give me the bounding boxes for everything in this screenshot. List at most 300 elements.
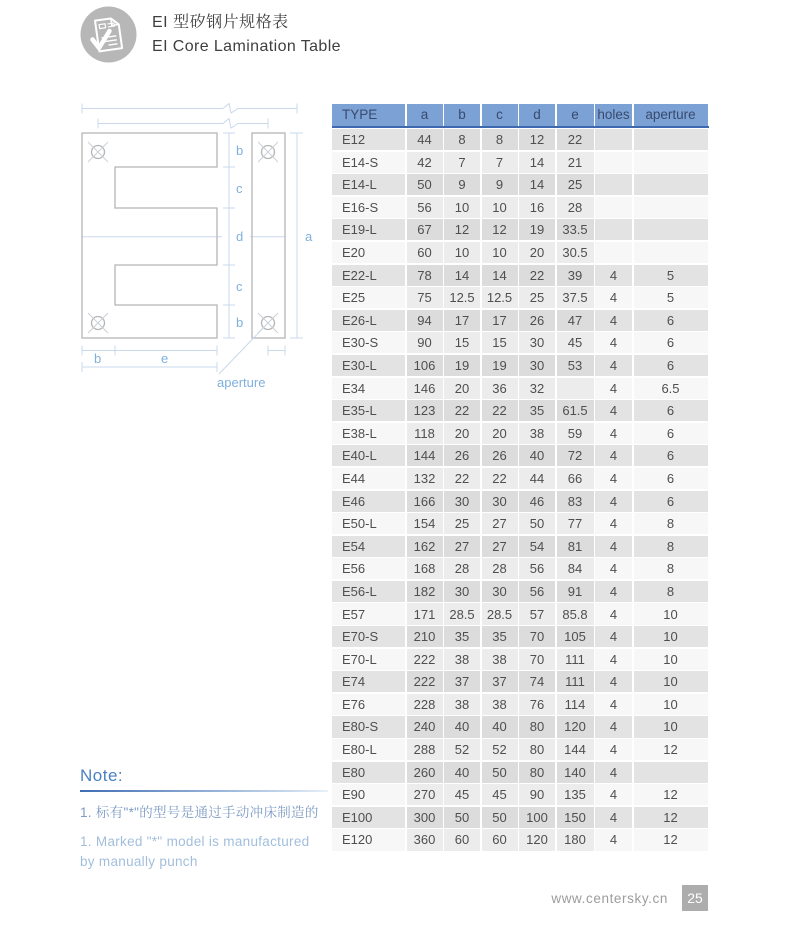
value-cell: 20 [444, 378, 480, 399]
value-cell [634, 762, 708, 783]
value-cell: 8 [634, 581, 708, 602]
value-cell: 168 [407, 558, 443, 579]
value-cell: 28 [482, 558, 518, 579]
value-cell [634, 197, 708, 218]
value-cell: 4 [595, 287, 632, 308]
value-cell: 38 [444, 694, 480, 715]
value-cell: 26 [519, 310, 555, 331]
type-cell: E25 [332, 287, 405, 308]
value-cell: 21 [557, 152, 594, 173]
type-cell: E80-S [332, 716, 405, 737]
value-cell: 54 [519, 536, 555, 557]
value-cell: 17 [444, 310, 480, 331]
value-cell: 30 [482, 491, 518, 512]
table-row [332, 242, 709, 263]
value-cell: 20 [519, 242, 555, 263]
value-cell: 61.5 [557, 400, 594, 421]
value-cell: 59 [557, 423, 594, 444]
value-cell: 50 [482, 807, 518, 828]
value-cell: 10 [444, 242, 480, 263]
value-cell: 36 [482, 378, 518, 399]
value-cell: 26 [444, 445, 480, 466]
value-cell: 4 [595, 739, 632, 760]
overall-dimension-line [290, 133, 303, 338]
type-cell: E76 [332, 694, 405, 715]
table-row [332, 423, 709, 444]
type-cell: E80-L [332, 739, 405, 760]
top-dimension-lines [82, 104, 297, 129]
value-cell: 56 [519, 558, 555, 579]
value-cell [634, 129, 708, 150]
value-cell: 4 [595, 265, 632, 286]
type-cell: E14-L [332, 174, 405, 195]
value-cell: 10 [634, 716, 708, 737]
value-cell: 8 [444, 129, 480, 150]
value-cell: 228 [407, 694, 443, 715]
value-cell: 154 [407, 513, 443, 534]
value-cell [557, 378, 594, 399]
value-cell [595, 129, 632, 150]
dim-label-e: e [161, 351, 169, 366]
footer-website: www.centersky.cn [551, 891, 668, 906]
column-header: TYPE [332, 104, 405, 126]
value-cell: 260 [407, 762, 443, 783]
value-cell: 4 [595, 784, 632, 805]
table-row [332, 716, 709, 737]
value-cell: 100 [519, 807, 555, 828]
column-header: c [482, 104, 518, 126]
table-row [332, 468, 709, 489]
value-cell: 78 [407, 265, 443, 286]
value-cell: 111 [557, 671, 594, 692]
note-heading: Note: [80, 766, 124, 785]
table-row [332, 400, 709, 421]
value-cell: 7 [482, 152, 518, 173]
value-cell: 38 [444, 649, 480, 670]
value-cell: 28.5 [482, 603, 518, 624]
table-row [332, 626, 709, 647]
value-cell: 135 [557, 784, 594, 805]
value-cell: 60 [407, 242, 443, 263]
value-cell: 4 [595, 603, 632, 624]
table-row [332, 671, 709, 692]
value-cell: 40 [444, 716, 480, 737]
value-cell: 40 [482, 716, 518, 737]
type-cell: E54 [332, 536, 405, 557]
value-cell [634, 242, 708, 263]
table-row [332, 649, 709, 670]
value-cell: 30 [444, 581, 480, 602]
value-cell: 10 [634, 694, 708, 715]
table-row [332, 378, 709, 399]
value-cell: 6 [634, 423, 708, 444]
column-header: a [407, 104, 443, 126]
value-cell: 52 [482, 739, 518, 760]
value-cell: 44 [407, 129, 443, 150]
value-cell: 83 [557, 491, 594, 512]
value-cell: 90 [407, 332, 443, 353]
table-row [332, 287, 709, 308]
note-block [80, 766, 328, 871]
value-cell: 7 [444, 152, 480, 173]
value-cell: 22 [519, 265, 555, 286]
type-cell: E56-L [332, 581, 405, 602]
value-cell: 162 [407, 536, 443, 557]
note-line-zh: 1. 标有"*"的型号是通过手动冲床制造的 [80, 805, 319, 820]
value-cell: 35 [482, 626, 518, 647]
value-cell: 132 [407, 468, 443, 489]
table-row [332, 219, 709, 240]
table-row [332, 197, 709, 218]
value-cell: 12 [634, 784, 708, 805]
value-cell: 37.5 [557, 287, 594, 308]
value-cell: 60 [482, 829, 518, 850]
value-cell: 4 [595, 716, 632, 737]
value-cell: 33.5 [557, 219, 594, 240]
value-cell: 12 [444, 219, 480, 240]
value-cell: 146 [407, 378, 443, 399]
table-row [332, 491, 709, 512]
value-cell: 52 [444, 739, 480, 760]
value-cell: 30.5 [557, 242, 594, 263]
value-cell: 5 [634, 265, 708, 286]
table-row [332, 513, 709, 534]
page-title-en: EI Core Lamination Table [152, 38, 341, 55]
type-cell: E80 [332, 762, 405, 783]
type-cell: E14-S [332, 152, 405, 173]
type-cell: E90 [332, 784, 405, 805]
value-cell: 26 [482, 445, 518, 466]
table-row [332, 536, 709, 557]
value-cell: 50 [444, 807, 480, 828]
note-rule [80, 790, 328, 792]
type-cell: E16-S [332, 197, 405, 218]
document-check-icon [80, 6, 137, 63]
value-cell: 84 [557, 558, 594, 579]
table-row [332, 332, 709, 353]
table-row [332, 558, 709, 579]
value-cell: 4 [595, 491, 632, 512]
value-cell: 166 [407, 491, 443, 512]
type-cell: E35-L [332, 400, 405, 421]
value-cell: 10 [634, 626, 708, 647]
value-cell: 30 [444, 491, 480, 512]
value-cell: 20 [482, 423, 518, 444]
value-cell: 14 [519, 174, 555, 195]
value-cell: 45 [444, 784, 480, 805]
value-cell: 8 [634, 558, 708, 579]
value-cell: 4 [595, 355, 632, 376]
value-cell: 37 [444, 671, 480, 692]
e-core-shape [82, 133, 217, 338]
value-cell: 15 [444, 332, 480, 353]
note-line-en: 1. Marked "*" model is manufactured by manually punch [80, 834, 310, 869]
type-cell: E50-L [332, 513, 405, 534]
value-cell: 57 [519, 603, 555, 624]
value-cell: 22 [557, 129, 594, 150]
value-cell: 9 [482, 174, 518, 195]
value-cell: 27 [444, 536, 480, 557]
value-cell: 50 [482, 762, 518, 783]
value-cell: 25 [557, 174, 594, 195]
type-cell: E100 [332, 807, 405, 828]
table-row [332, 694, 709, 715]
type-cell: E38-L [332, 423, 405, 444]
dim-label-a: a [305, 229, 313, 244]
value-cell [595, 174, 632, 195]
value-cell: 74 [519, 671, 555, 692]
value-cell: 222 [407, 649, 443, 670]
value-cell: 85.8 [557, 603, 594, 624]
table-row [332, 807, 709, 828]
value-cell: 111 [557, 649, 594, 670]
value-cell: 4 [595, 807, 632, 828]
value-cell [595, 152, 632, 173]
value-cell: 6 [634, 491, 708, 512]
page-title-zh: EI 型矽钢片规格表 [152, 14, 289, 31]
value-cell: 80 [519, 739, 555, 760]
value-cell: 45 [557, 332, 594, 353]
value-cell: 14 [444, 265, 480, 286]
value-cell: 4 [595, 513, 632, 534]
value-cell [634, 219, 708, 240]
type-cell: E30-S [332, 332, 405, 353]
value-cell: 39 [557, 265, 594, 286]
type-cell: E70-L [332, 649, 405, 670]
value-cell: 240 [407, 716, 443, 737]
type-cell: E120 [332, 829, 405, 850]
value-cell: 76 [519, 694, 555, 715]
type-cell: E34 [332, 378, 405, 399]
value-cell: 30 [519, 355, 555, 376]
value-cell: 45 [482, 784, 518, 805]
value-cell: 19 [482, 355, 518, 376]
value-cell [595, 219, 632, 240]
value-cell: 22 [444, 468, 480, 489]
table-row [332, 174, 709, 195]
value-cell: 22 [444, 400, 480, 421]
type-cell: E40-L [332, 445, 405, 466]
value-cell: 35 [444, 626, 480, 647]
value-cell: 80 [519, 716, 555, 737]
page-number-badge: 25 [682, 885, 708, 911]
dim-label-b-bottomleft: b [94, 351, 102, 366]
value-cell: 4 [595, 423, 632, 444]
value-cell: 75 [407, 287, 443, 308]
column-header: holes [595, 104, 632, 126]
hole-marker [88, 313, 108, 333]
value-cell: 6 [634, 445, 708, 466]
lamination-diagram [60, 95, 330, 395]
value-cell: 56 [407, 197, 443, 218]
value-cell: 6.5 [634, 378, 708, 399]
value-cell: 4 [595, 445, 632, 466]
value-cell: 180 [557, 829, 594, 850]
dim-label-c-upper: c [236, 181, 243, 196]
value-cell: 12 [634, 807, 708, 828]
value-cell: 56 [519, 581, 555, 602]
value-cell: 77 [557, 513, 594, 534]
value-cell: 150 [557, 807, 594, 828]
value-cell: 12.5 [482, 287, 518, 308]
value-cell: 10 [634, 671, 708, 692]
value-cell: 14 [519, 152, 555, 173]
value-cell: 66 [557, 468, 594, 489]
value-cell: 38 [519, 423, 555, 444]
value-cell: 22 [482, 468, 518, 489]
value-cell: 210 [407, 626, 443, 647]
type-cell: E70-S [332, 626, 405, 647]
i-core-shape [252, 133, 285, 338]
value-cell: 70 [519, 626, 555, 647]
value-cell: 72 [557, 445, 594, 466]
value-cell: 80 [519, 762, 555, 783]
value-cell: 37 [482, 671, 518, 692]
value-cell: 30 [519, 332, 555, 353]
table-row [332, 762, 709, 783]
value-cell: 50 [519, 513, 555, 534]
value-cell: 4 [595, 310, 632, 331]
page-titles [152, 9, 341, 56]
value-cell: 4 [595, 400, 632, 421]
value-cell: 35 [519, 400, 555, 421]
type-cell: E26-L [332, 310, 405, 331]
table-header-row [332, 104, 709, 126]
table-row [332, 129, 709, 150]
column-header: aperture [634, 104, 708, 126]
table-row [332, 739, 709, 760]
value-cell: 4 [595, 378, 632, 399]
value-cell: 38 [482, 649, 518, 670]
value-cell: 32 [519, 378, 555, 399]
value-cell: 8 [482, 129, 518, 150]
value-cell: 44 [519, 468, 555, 489]
value-cell: 4 [595, 536, 632, 557]
value-cell: 12 [482, 219, 518, 240]
table-row [332, 784, 709, 805]
column-header: b [444, 104, 480, 126]
value-cell: 28 [444, 558, 480, 579]
value-cell: 140 [557, 762, 594, 783]
value-cell: 4 [595, 829, 632, 850]
column-header: e [557, 104, 594, 126]
type-cell: E20 [332, 242, 405, 263]
value-cell: 38 [482, 694, 518, 715]
dim-label-b-top: b [236, 143, 244, 158]
value-cell: 120 [557, 716, 594, 737]
value-cell: 81 [557, 536, 594, 557]
value-cell: 46 [519, 491, 555, 512]
value-cell [634, 152, 708, 173]
value-cell: 19 [519, 219, 555, 240]
value-cell: 4 [595, 581, 632, 602]
value-cell [595, 242, 632, 263]
value-cell: 270 [407, 784, 443, 805]
value-cell: 67 [407, 219, 443, 240]
value-cell: 17 [482, 310, 518, 331]
value-cell: 40 [519, 445, 555, 466]
value-cell: 12 [634, 829, 708, 850]
value-cell: 6 [634, 332, 708, 353]
value-cell: 105 [557, 626, 594, 647]
table-row [332, 581, 709, 602]
value-cell: 8 [634, 513, 708, 534]
value-cell: 118 [407, 423, 443, 444]
value-cell: 50 [407, 174, 443, 195]
value-cell: 12 [519, 129, 555, 150]
value-cell: 4 [595, 649, 632, 670]
value-cell: 4 [595, 762, 632, 783]
value-cell: 27 [482, 513, 518, 534]
table-row [332, 265, 709, 286]
value-cell: 120 [519, 829, 555, 850]
value-cell: 123 [407, 400, 443, 421]
table-row [332, 829, 709, 850]
value-cell: 25 [519, 287, 555, 308]
value-cell: 12 [634, 739, 708, 760]
hole-marker [258, 142, 278, 162]
value-cell: 144 [557, 739, 594, 760]
type-cell: E44 [332, 468, 405, 489]
table-row [332, 445, 709, 466]
value-cell: 114 [557, 694, 594, 715]
value-cell: 4 [595, 694, 632, 715]
table-row [332, 152, 709, 173]
dim-label-d: d [236, 229, 244, 244]
value-cell: 40 [444, 762, 480, 783]
value-cell: 42 [407, 152, 443, 173]
value-cell: 360 [407, 829, 443, 850]
value-cell: 94 [407, 310, 443, 331]
value-cell: 4 [595, 332, 632, 353]
value-cell: 53 [557, 355, 594, 376]
value-cell: 10 [482, 197, 518, 218]
bottom-dimension-lines [82, 346, 285, 373]
column-header: d [519, 104, 555, 126]
value-cell: 6 [634, 355, 708, 376]
value-cell: 15 [482, 332, 518, 353]
type-cell: E19-L [332, 219, 405, 240]
aperture-label: aperture [217, 375, 266, 390]
hole-marker [88, 142, 108, 162]
value-cell [634, 174, 708, 195]
value-cell: 19 [444, 355, 480, 376]
table-row [332, 355, 709, 376]
value-cell: 4 [595, 468, 632, 489]
side-dimension-line [223, 133, 235, 338]
value-cell: 106 [407, 355, 443, 376]
value-cell: 91 [557, 581, 594, 602]
value-cell: 4 [595, 558, 632, 579]
value-cell: 70 [519, 649, 555, 670]
value-cell: 144 [407, 445, 443, 466]
value-cell: 10 [634, 603, 708, 624]
value-cell: 300 [407, 807, 443, 828]
value-cell: 171 [407, 603, 443, 624]
value-cell: 20 [444, 423, 480, 444]
dim-label-b-bottom: b [236, 315, 244, 330]
value-cell: 10 [634, 649, 708, 670]
value-cell: 28.5 [444, 603, 480, 624]
value-cell: 30 [482, 581, 518, 602]
value-cell: 288 [407, 739, 443, 760]
value-cell: 14 [482, 265, 518, 286]
value-cell: 4 [595, 671, 632, 692]
value-cell: 8 [634, 536, 708, 557]
value-cell: 5 [634, 287, 708, 308]
type-cell: E57 [332, 603, 405, 624]
type-cell: E74 [332, 671, 405, 692]
